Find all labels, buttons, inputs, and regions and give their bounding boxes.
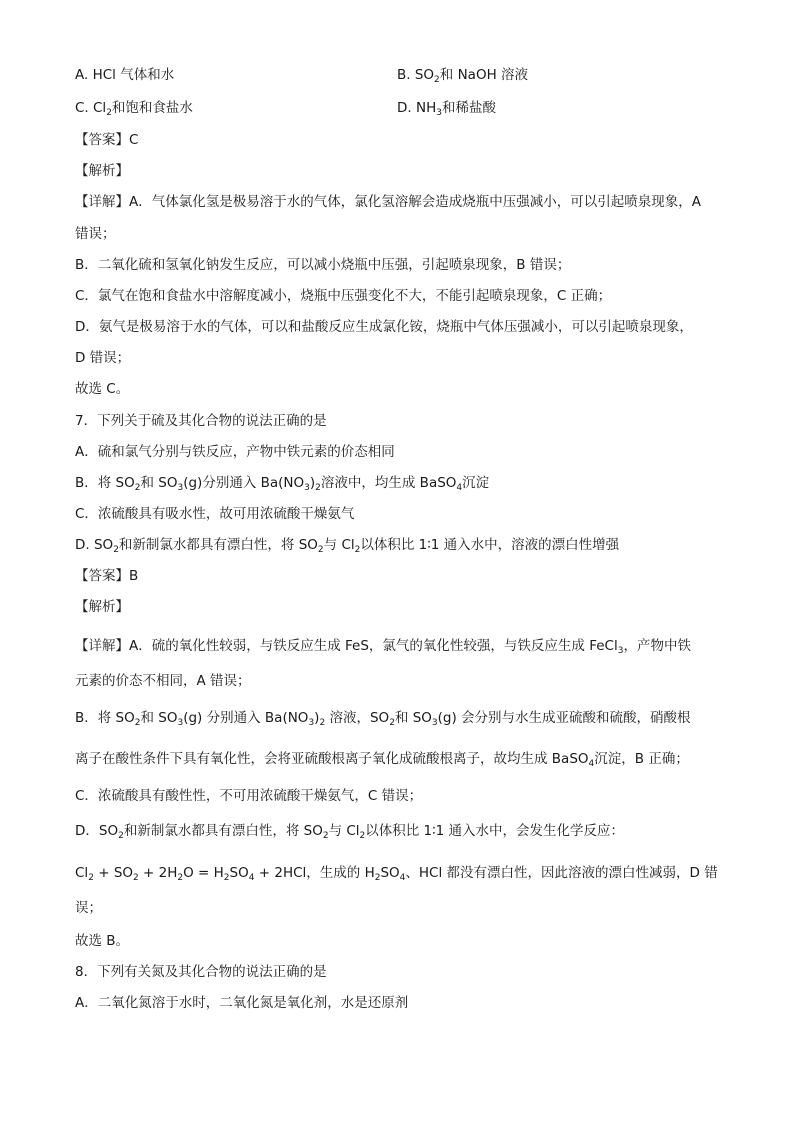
q8-question: 8．下列有关氮及其化合物的说法正确的是 (75, 964, 327, 980)
q6-option-a: A. HCl 气体和水 (75, 67, 175, 83)
q7-analysis-label: 【解析】 (75, 599, 129, 615)
q7-detail-line: B．将 $SO_2$和 $SO_3(g)$ 分别通入 $Ba(NO_3)_2$ 溶液，$SO_2$和 $SO_3(g)$ 会分别与水生成亚硫酸和硫酸，硝酸根 (75, 710, 691, 728)
q6-option-c: C. $Cl_2$和饱和食盐水 (75, 100, 193, 118)
q6-detail-line: D．氨气是极易溶于水的气体，可以和盐酸反应生成氯化铵，烧瓶中气体压强减小，可以引起喷泉现象， (75, 319, 693, 335)
q6-detail-line: B．二氧化硫和氢氧化钠发生反应，可以减小烧瓶中压强，引起喷泉现象，B 错误； (75, 257, 571, 273)
q6-detail-line: 错误； (75, 226, 116, 242)
q7-answer: 【答案】B (75, 568, 139, 584)
q7-option-a: A．硫和氯气分别与铁反应，产物中铁元素的价态相同 (75, 444, 395, 460)
q7-conclusion: 故选 B。 (75, 933, 130, 949)
q7-detail-line: 【详解】A．硫的氧化性较弱，与铁反应生成 FeS，氯气的氧化性较强，与铁反应生成 FeCl$_3$，产物中铁 (75, 638, 691, 656)
q6-option-d: D. $NH_3$和稀盐酸 (397, 100, 496, 118)
q7-detail-line: D．$SO_2$和新制氯水都具有漂白性，将 $SO_2$与 $Cl_2$以体积比 1∶1 通入水中，会发生化学反应： (75, 823, 625, 841)
q7-option-b: B．将 $SO_2$和 $SO_3(g)$分别通入 $Ba(NO_3)_2$溶液中，均生成 BaSO$_4$沉淀 (75, 475, 490, 493)
q6-option-b: B. $SO_2$和 NaOH 溶液 (397, 67, 529, 85)
q7-equation-line: $Cl_2 + SO_2 + 2H_2O = H_2SO_4 + 2HCl$，生成的 $H_2SO_4$、HCl 都没有漂白性，因此溶液的漂白性减弱，D 错 (75, 865, 718, 883)
q7-detail-line: C．浓硫酸具有酸性性，不可用浓硫酸干燥氨气，C 错误； (75, 788, 423, 804)
q7-detail-line: 元素的价态不相同，A 错误； (75, 673, 251, 689)
q8-option-a: A．二氧化氮溶于水时，二氧化氮是氧化剂，水是还原剂 (75, 995, 409, 1011)
q7-detail-line: 误； (75, 900, 102, 916)
q6-detail-line: 【详解】A．气体氯化氢是极易溶于水的气体，氯化氢溶解会造成烧瓶中压强减小，可以引起喷泉现象，A (75, 194, 701, 210)
q6-detail-line: D 错误； (75, 350, 131, 366)
q7-option-c: C．浓硫酸具有吸水性，故可用浓硫酸干燥氨气 (75, 506, 355, 522)
q6-conclusion: 故选 C。 (75, 381, 130, 397)
q7-detail-line: 离子在酸性条件下具有氧化性，会将亚硫酸根离子氧化成硫酸根离子，故均生成 BaSO$_4$沉淀，B 正确； (75, 751, 689, 769)
q6-detail-line: C．氯气在饱和食盐水中溶解度减小，烧瓶中压强变化不大，不能引起喷泉现象，C 正确； (75, 288, 612, 304)
q7-option-d: D. $SO_2$和新制氯水都具有漂白性，将 $SO_2$与 $Cl_2$以体积比 1∶1 通入水中，溶液的漂白性增强 (75, 537, 620, 555)
q7-question: 7．下列关于硫及其化合物的说法正确的是 (75, 413, 327, 429)
q6-answer: 【答案】C (75, 132, 139, 148)
q6-analysis-label: 【解析】 (75, 163, 129, 179)
